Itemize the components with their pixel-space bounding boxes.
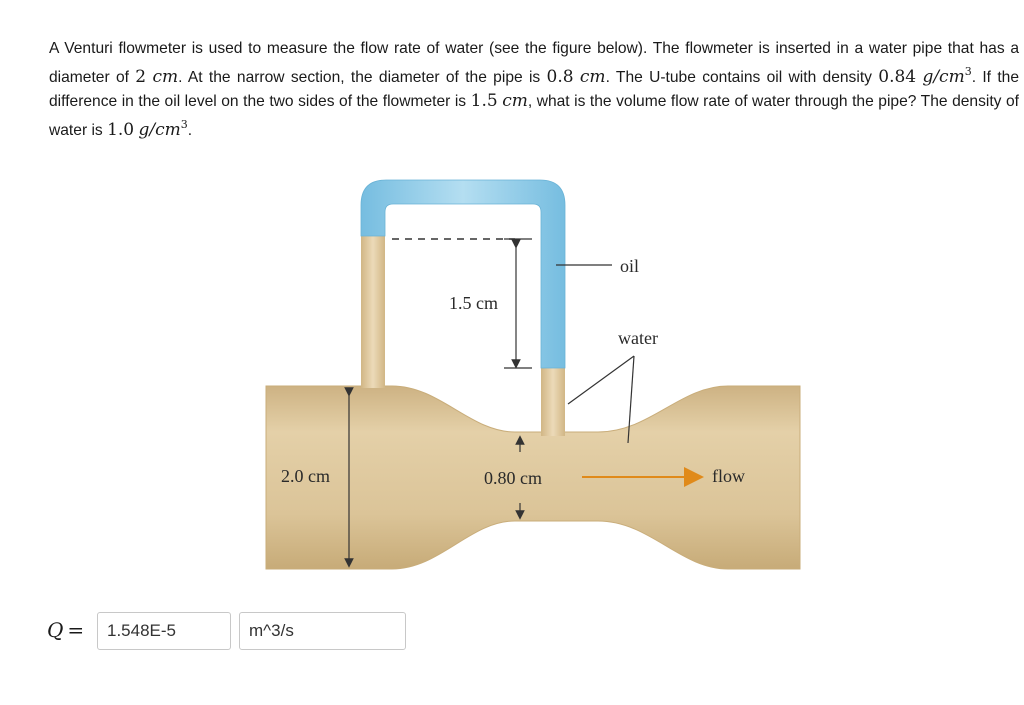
- level-difference-unit: cm: [502, 90, 528, 111]
- pipe-diameter-unit: cm: [152, 67, 179, 88]
- left-tube-water: [361, 236, 385, 388]
- flow-rate-unit-input[interactable]: m^3/s: [239, 612, 406, 650]
- flow-rate-input[interactable]: 1.548E-5: [97, 612, 231, 650]
- water-density-value: 1.0: [107, 119, 135, 140]
- water-density-unit: $g/cm^3$: [138, 117, 188, 140]
- level-difference-label: 1.5 cm: [449, 293, 498, 313]
- water-label: water: [618, 328, 658, 348]
- water-pointer-line-1: [568, 356, 634, 404]
- answer-label: Q =: [47, 618, 85, 642]
- narrow-diameter-value: 0.8: [546, 67, 574, 88]
- right-tube-water: [541, 368, 565, 436]
- narrow-diameter-unit: cm: [579, 67, 606, 88]
- big-diameter-label: 2.0 cm: [281, 466, 330, 486]
- question-text: A Venturi flowmeter is used to measure the flow rate of water (see the figure below). The flowmeter is inserted in a water pipe that has a diameter of 2 cm. At the narrow section, the diameter of the pipe is 0.8 cm. The U-tube contains oil with density 0.84 $g/cm^3$. If the difference in the oil level on the two sides of the flowmeter is 1.5 cm, what is the volume flow rate of water through the pipe? The density of water is 1.0 $g/cm^3$.: [49, 40, 1019, 140]
- level-difference-value: 1.5: [470, 90, 498, 111]
- oil-u-tube: [361, 180, 565, 368]
- oil-label: oil: [620, 256, 640, 276]
- oil-density-value: 0.84: [878, 67, 917, 88]
- flow-label: flow: [712, 466, 745, 486]
- oil-density-unit: $g/cm^3$: [922, 65, 972, 88]
- pipe-diameter-value: 2: [135, 67, 147, 88]
- small-diameter-label: 0.80 cm: [484, 468, 542, 488]
